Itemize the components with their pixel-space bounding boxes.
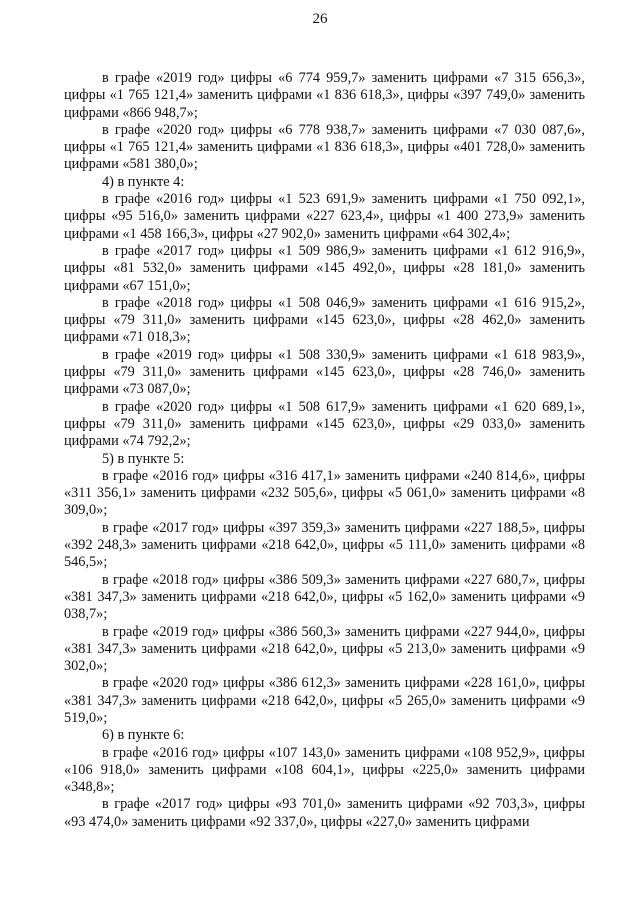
- list-item-heading: 5) в пункте 5:: [102, 450, 185, 467]
- paragraph: в графе «2019 год» цифры «386 560,3» заменить цифрами «227 944,0», цифры «381 347,3» заменить цифрами «218 642,0», цифры «5 213,0» заменить цифрами «9 302,0»;: [64, 623, 585, 675]
- paragraph: в графе «2017 год» цифры «93 701,0» заменить цифрами «92 703,3», цифры «93 474,0» заменить цифрами «92 337,0», цифры «227,0» заменить цифрами: [64, 796, 585, 830]
- list-item-heading: 4) в пункте 4:: [102, 173, 185, 190]
- paragraph: в графе «2016 год» цифры «316 417,1» заменить цифрами «240 814,6», цифры «311 356,1» заменить цифрами «232 505,6», цифры «5 061,0» заменить цифрами «8 309,0»;: [64, 467, 585, 519]
- paragraph: в графе «2019 год» цифры «6 774 959,7» заменить цифрами «7 315 656,3», цифры «1 765 121,4» заменить цифрами «1 836 618,3», цифры «397 749,0» заменить цифрами «866 948,7»;: [64, 70, 585, 121]
- paragraph: в графе «2020 год» цифры «386 612,3» заменить цифрами «228 161,0», цифры «381 347,3» заменить цифрами «218 642,0», цифры «5 265,0» заменить цифрами «9 519,0»;: [64, 675, 585, 726]
- document-body: [64, 70, 585, 831]
- paragraph: в графе «2019 год» цифры «1 508 330,9» заменить цифрами «1 618 983,9», цифры «79 311,0» заменить цифрами «145 623,0», цифры «28 746,0» заменить цифрами «73 087,0»;: [64, 346, 585, 398]
- paragraph: в графе «2018 год» цифры «1 508 046,9» заменить цифрами «1 616 915,2», цифры «79 311,0» заменить цифрами «145 623,0», цифры «28 462,0» заменить цифрами «71 018,3»;: [64, 294, 585, 346]
- paragraph: в графе «2020 год» цифры «1 508 617,9» заменить цифрами «1 620 689,1», цифры «79 311,0» заменить цифрами «145 623,0», цифры «29 033,0» заменить цифрами «74 792,2»;: [64, 398, 585, 450]
- paragraph: в графе «2017 год» цифры «397 359,3» заменить цифрами «227 188,5», цифры «392 248,3» заменить цифрами «218 642,0», цифры «5 111,0» заменить цифрами «8 546,5»;: [64, 519, 585, 571]
- paragraph: в графе «2020 год» цифры «6 778 938,7» заменить цифрами «7 030 087,6», цифры «1 765 121,4» заменить цифрами «1 836 618,3», цифры «401 728,0» заменить цифрами «581 380,0»;: [64, 121, 585, 173]
- paragraph: в графе «2016 год» цифры «1 523 691,9» заменить цифрами «1 750 092,1», цифры «95 516,0» заменить цифрами «227 623,4», цифры «1 400 273,9» заменить цифрами «1 458 166,3», цифры «27 902,0» заменить цифрами «64 302,4»;: [64, 191, 585, 242]
- list-item-heading: 6) в пункте 6:: [102, 727, 185, 744]
- paragraph: в графе «2018 год» цифры «386 509,3» заменить цифрами «227 680,7», цифры «381 347,3» заменить цифрами «218 642,0», цифры «5 162,0» заменить цифрами «9 038,7»;: [64, 571, 585, 623]
- paragraph: в графе «2017 год» цифры «1 509 986,9» заменить цифрами «1 612 916,9», цифры «81 532,0» заменить цифрами «145 492,0», цифры «28 181,0» заменить цифрами «67 151,0»;: [64, 242, 585, 294]
- page-number: 26: [312, 11, 328, 27]
- paragraph: в графе «2016 год» цифры «107 143,0» заменить цифрами «108 952,9», цифры «106 918,0» заменить цифрами «108 604,1», цифры «225,0» заменить цифрами «348,8»;: [64, 744, 585, 796]
